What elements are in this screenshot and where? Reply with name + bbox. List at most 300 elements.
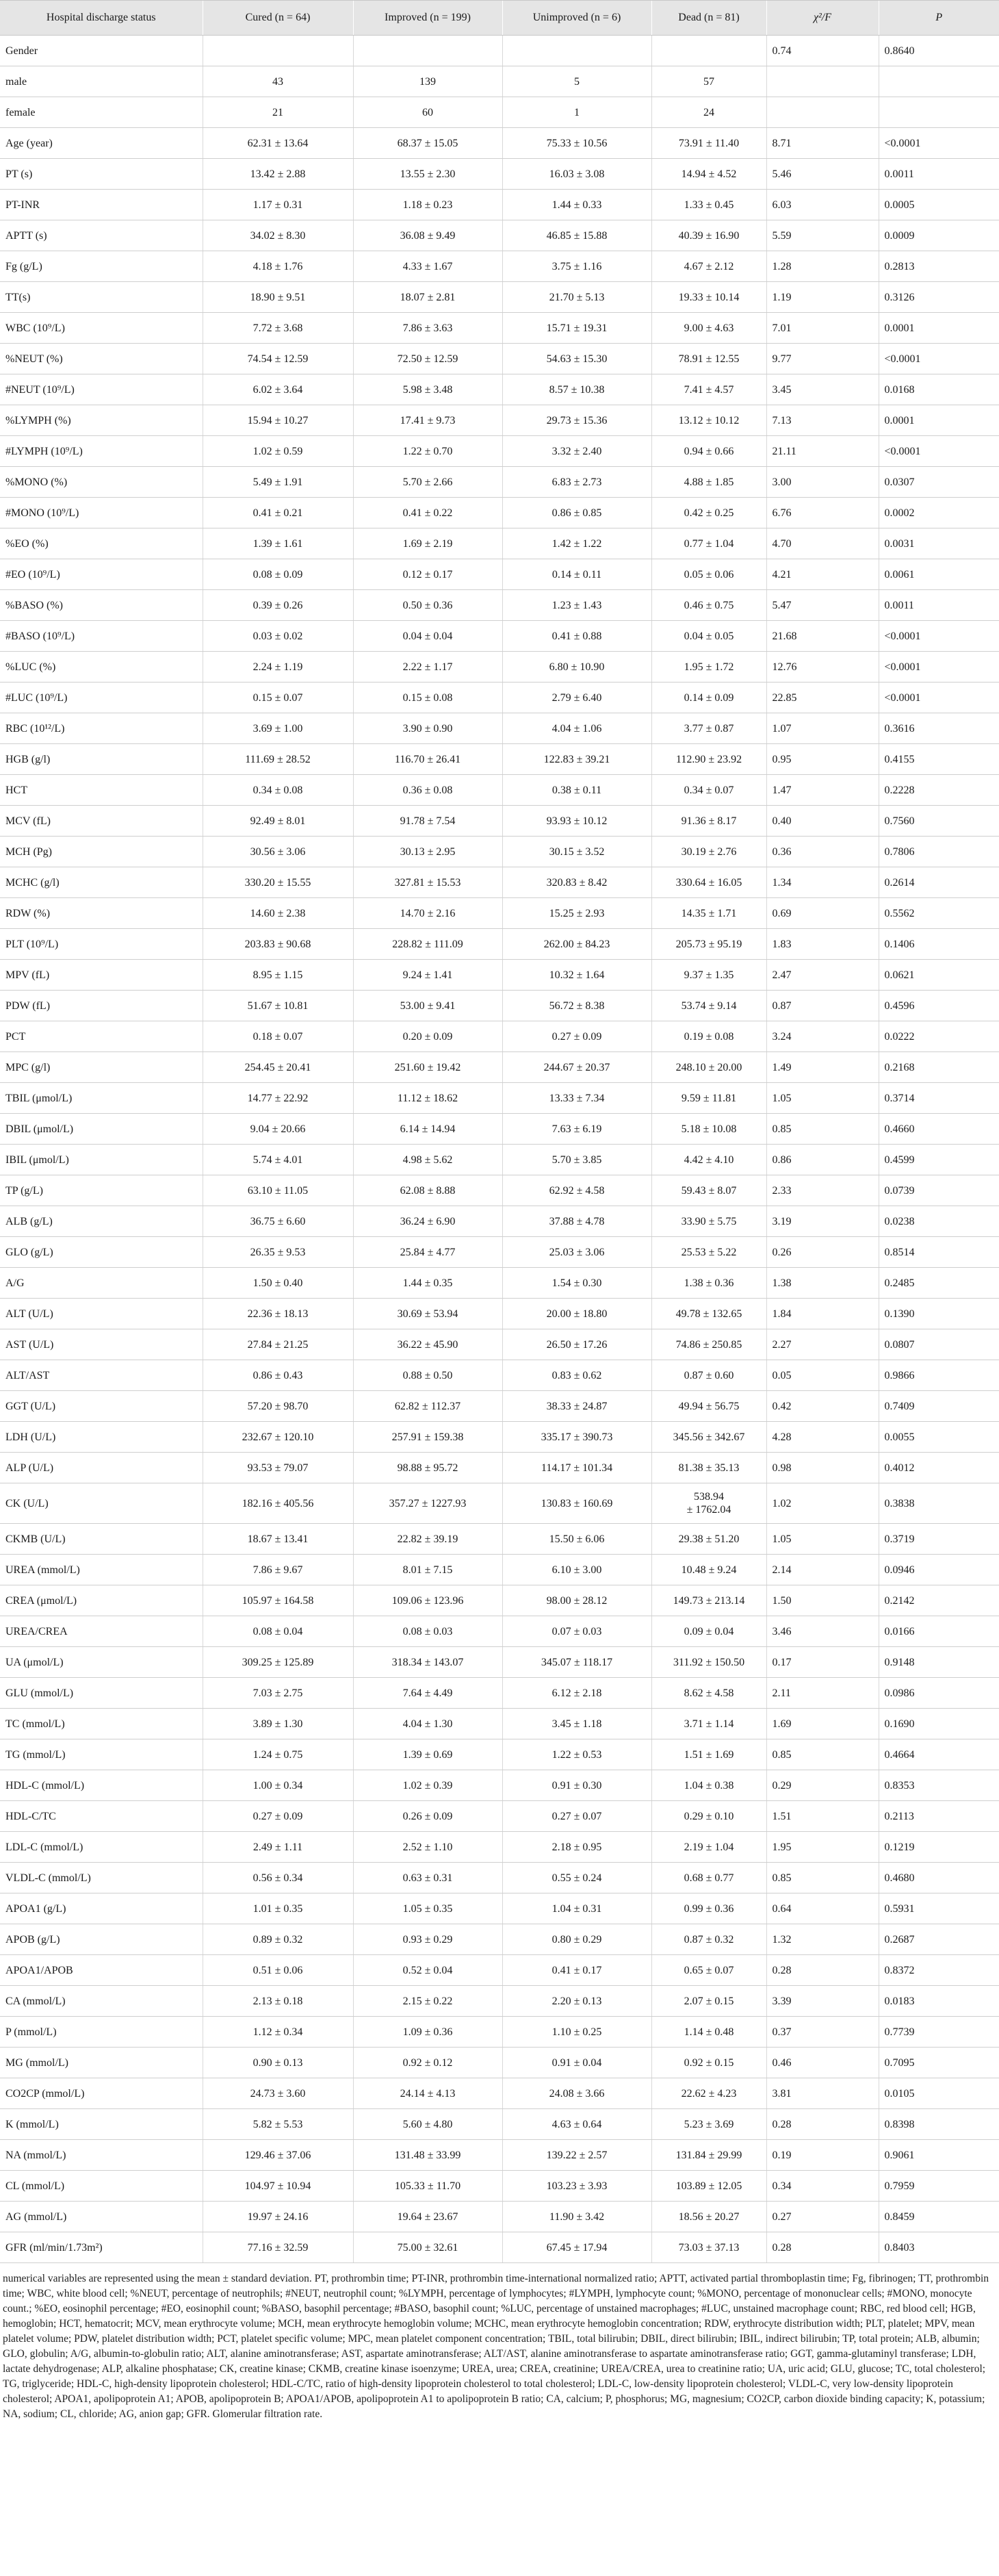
- improved-cell: 357.27 ± 1227.93: [353, 1483, 502, 1524]
- improved-cell: 62.82 ± 112.37: [353, 1391, 502, 1422]
- cured-cell: 0.34 ± 0.08: [203, 775, 353, 806]
- stat-cell: 0.85: [766, 1863, 879, 1893]
- unimproved-cell: 6.80 ± 10.90: [502, 652, 651, 683]
- stat-cell: 0.69: [766, 898, 879, 929]
- improved-cell: 131.48 ± 33.99: [353, 2140, 502, 2171]
- p-value-cell: 0.0061: [879, 559, 999, 590]
- p-value-cell: 0.8403: [879, 2232, 999, 2263]
- stat-cell: [766, 97, 879, 128]
- dead-cell: 0.65 ± 0.07: [651, 1955, 766, 1986]
- dead-cell: 3.77 ± 0.87: [651, 713, 766, 744]
- variable-cell: TG (mmol/L): [0, 1739, 203, 1770]
- dead-cell: 311.92 ± 150.50: [651, 1647, 766, 1678]
- table-row: [0, 498, 999, 528]
- stat-cell: 0.42: [766, 1391, 879, 1422]
- cured-cell: 62.31 ± 13.64: [203, 128, 353, 159]
- dead-cell: 0.04 ± 0.05: [651, 621, 766, 652]
- variable-cell: PLT (10⁹/L): [0, 929, 203, 960]
- unimproved-cell: 6.10 ± 3.00: [502, 1555, 651, 1585]
- variable-cell: GGT (U/L): [0, 1391, 203, 1422]
- table-row: [0, 1083, 999, 1114]
- table-row: [0, 374, 999, 405]
- dead-cell: [651, 36, 766, 66]
- dead-cell: 112.90 ± 23.92: [651, 744, 766, 775]
- table-footnote: numerical variables are represented using the mean ± standard deviation. PT, prothrombin time; PT-INR, prothrombin time-international normalized ratio; APTT, activated partial thromboplastin time; Fg, fibrinogen; TT, prothrombin time; WBC, white blood cell; %NEUT, percentage of neutrophils; #NEUT, neutrophil count; %LYMPH, percentage of lymphocytes; #LYMPH, lymphocyte count; %MONO, percentage of mononuclear cells; #MONO, monocyte count.; %EO, eosinophil percentage; #EO, eosinophil count; %BASO, basophil percentage; #BASO, basophil count; %LUC, percentage of unstained macrophages; #LUC, unstained macrophage count; RBC, red blood cell; HGB, hemoglobin; HCT, hematocrit; MCV, mean erythrocyte volume; MCH, mean erythrocyte hemoglobin volume; MCHC, mean erythrocyte hemoglobin concentration; RDW, erythrocyte distribution width; PLT, platelet; MPV, mean platelet volume; PDW, platelet distribution width; PCT, platelet specific volume; MPC, mean platelet component concentration; TBIL, total bilirubin; DBIL, direct bilirubin; IBIL, indirect bilirubin; TP, total protein; ALB, albumin; GLO, globulin; A/G, albumin-to-globulin ratio; ALT, alanine aminotransferase; AST, aspartate aminotransferase; ALT/AST, alanine aminotransferase to aspartate aminotransferase ratio; GGT, gamma-glutaminyl transferase; LDH, lactate dehydrogenase; ALP, alkaline phosphatase; CK, creatine kinase; CKMB, creatine kinase isoenzyme; UREA, urea; CREA, creatinine; UREA/CREA, urea to creatinine ratio; UA, uric acid; GLU, glucose; TC, total cholesterol; TG, triglyceride; HDL-C, high-density lipoprotein cholesterol; HDL-C/TC, ratio of high-density lipoprotein cholesterol to total cholesterol; LDL-C, low-density lipoprotein cholesterol; VLDL-C, very low-density lipoprotein cholesterol; APOA1, apolipoprotein A1; APOB, apolipoprotein B; APOA1/APOB, apolipoprotein A1 to apolipoprotein B ratio; CA, calcium; P, phosphorus; MG, magnesium; CO2CP, carbon dioxide binding capacity; K, potassium; NA, sodium; CL, chloride; AG, anion gap; GFR. Glomerular filtration rate.: [3, 2273, 989, 2420]
- improved-cell: 5.70 ± 2.66: [353, 467, 502, 498]
- stat-cell: 1.07: [766, 713, 879, 744]
- table-row: [0, 960, 999, 991]
- table-row: [0, 1770, 999, 1801]
- header-p: [879, 1, 999, 36]
- stat-cell: 0.28: [766, 2232, 879, 2263]
- variable-cell: TP (g/L): [0, 1175, 203, 1206]
- variable-cell: K (mmol/L): [0, 2109, 203, 2140]
- table-row: [0, 1268, 999, 1299]
- table-row: [0, 1647, 999, 1678]
- table-row: [0, 991, 999, 1021]
- dead-cell: 7.41 ± 4.57: [651, 374, 766, 405]
- table-row: [0, 1924, 999, 1955]
- improved-cell: 327.81 ± 15.53: [353, 867, 502, 898]
- unimproved-cell: 15.71 ± 19.31: [502, 313, 651, 344]
- table-row: [0, 806, 999, 837]
- stat-cell: 1.95: [766, 1832, 879, 1863]
- table-row: [0, 1175, 999, 1206]
- header-unimproved: Unimproved (n = 6): [502, 1, 651, 36]
- cured-cell: 63.10 ± 11.05: [203, 1175, 353, 1206]
- p-value-cell: <0.0001: [879, 436, 999, 467]
- dead-cell: 74.86 ± 250.85: [651, 1329, 766, 1360]
- p-value-cell: 0.0009: [879, 220, 999, 251]
- cured-cell: 3.69 ± 1.00: [203, 713, 353, 744]
- unimproved-cell: 0.27 ± 0.07: [502, 1801, 651, 1832]
- stat-cell: 12.76: [766, 652, 879, 683]
- variable-cell: female: [0, 97, 203, 128]
- dead-cell: 25.53 ± 5.22: [651, 1237, 766, 1268]
- stat-cell: 0.64: [766, 1893, 879, 1924]
- dead-cell: 0.14 ± 0.09: [651, 683, 766, 713]
- dead-cell: 538.94 ± 1762.04: [651, 1483, 766, 1524]
- dead-cell: 0.87 ± 0.60: [651, 1360, 766, 1391]
- improved-cell: 98.88 ± 95.72: [353, 1453, 502, 1483]
- p-value-cell: 0.8514: [879, 1237, 999, 1268]
- table-row: [0, 1052, 999, 1083]
- p-value-cell: <0.0001: [879, 683, 999, 713]
- table-row: [0, 1955, 999, 1986]
- p-value-cell: 0.4012: [879, 1453, 999, 1483]
- cured-cell: 0.90 ± 0.13: [203, 2048, 353, 2078]
- dead-cell: 0.68 ± 0.77: [651, 1863, 766, 1893]
- table-row: [0, 1832, 999, 1863]
- dead-cell: 19.33 ± 10.14: [651, 282, 766, 313]
- table-row: [0, 2202, 999, 2232]
- cured-cell: 2.13 ± 0.18: [203, 1986, 353, 2017]
- improved-cell: 4.98 ± 5.62: [353, 1145, 502, 1175]
- variable-cell: CKMB (U/L): [0, 1524, 203, 1555]
- dead-cell: 205.73 ± 95.19: [651, 929, 766, 960]
- variable-cell: MCHC (g/l): [0, 867, 203, 898]
- header-status: Hospital discharge status: [0, 1, 203, 36]
- cured-cell: 1.01 ± 0.35: [203, 1893, 353, 1924]
- improved-cell: 53.00 ± 9.41: [353, 991, 502, 1021]
- variable-cell: %MONO (%): [0, 467, 203, 498]
- dead-cell: 0.19 ± 0.08: [651, 1021, 766, 1052]
- improved-cell: 91.78 ± 7.54: [353, 806, 502, 837]
- p-value-cell: 0.0005: [879, 190, 999, 220]
- variable-cell: APOA1 (g/L): [0, 1893, 203, 1924]
- stat-cell: 2.27: [766, 1329, 879, 1360]
- stat-cell: 4.21: [766, 559, 879, 590]
- dead-cell: 8.62 ± 4.58: [651, 1678, 766, 1709]
- stat-cell: 0.46: [766, 2048, 879, 2078]
- dead-cell: 24: [651, 97, 766, 128]
- dead-cell: 78.91 ± 12.55: [651, 344, 766, 374]
- unimproved-cell: 0.91 ± 0.04: [502, 2048, 651, 2078]
- dead-cell: 30.19 ± 2.76: [651, 837, 766, 867]
- improved-cell: 0.92 ± 0.12: [353, 2048, 502, 2078]
- table-row: [0, 1986, 999, 2017]
- variable-cell: MCV (fL): [0, 806, 203, 837]
- dead-cell: 10.48 ± 9.24: [651, 1555, 766, 1585]
- unimproved-cell: 62.92 ± 4.58: [502, 1175, 651, 1206]
- cured-cell: 22.36 ± 18.13: [203, 1299, 353, 1329]
- table-row: [0, 1114, 999, 1145]
- cured-cell: 7.72 ± 3.68: [203, 313, 353, 344]
- dead-cell: 91.36 ± 8.17: [651, 806, 766, 837]
- unimproved-cell: 0.83 ± 0.62: [502, 1360, 651, 1391]
- stat-cell: 0.29: [766, 1770, 879, 1801]
- unimproved-cell: 0.41 ± 0.88: [502, 621, 651, 652]
- stat-cell: 2.11: [766, 1678, 879, 1709]
- stat-cell: 4.28: [766, 1422, 879, 1453]
- variable-cell: NA (mmol/L): [0, 2140, 203, 2171]
- unimproved-cell: 46.85 ± 15.88: [502, 220, 651, 251]
- variable-cell: MPV (fL): [0, 960, 203, 991]
- improved-cell: 8.01 ± 7.15: [353, 1555, 502, 1585]
- p-value-cell: 0.0986: [879, 1678, 999, 1709]
- improved-cell: 1.02 ± 0.39: [353, 1770, 502, 1801]
- table-row: [0, 190, 999, 220]
- unimproved-cell: 262.00 ± 84.23: [502, 929, 651, 960]
- variable-cell: CO2CP (mmol/L): [0, 2078, 203, 2109]
- table-row: [0, 128, 999, 159]
- dead-cell: 2.07 ± 0.15: [651, 1986, 766, 2017]
- stat-cell: 3.46: [766, 1616, 879, 1647]
- improved-cell: 0.88 ± 0.50: [353, 1360, 502, 1391]
- stat-cell: 0.27: [766, 2202, 879, 2232]
- table-row: [0, 220, 999, 251]
- improved-cell: 139: [353, 66, 502, 97]
- variable-cell: CL (mmol/L): [0, 2171, 203, 2202]
- header-improved: Improved (n = 199): [353, 1, 502, 36]
- variable-cell: DBIL (μmol/L): [0, 1114, 203, 1145]
- unimproved-cell: 1.22 ± 0.53: [502, 1739, 651, 1770]
- variable-cell: PT-INR: [0, 190, 203, 220]
- table-row: [0, 1555, 999, 1585]
- unimproved-cell: 103.23 ± 3.93: [502, 2171, 651, 2202]
- improved-cell: 36.24 ± 6.90: [353, 1206, 502, 1237]
- table-row: [0, 282, 999, 313]
- variable-cell: CA (mmol/L): [0, 1986, 203, 2017]
- cured-cell: 26.35 ± 9.53: [203, 1237, 353, 1268]
- stat-cell: 1.47: [766, 775, 879, 806]
- unimproved-cell: 0.86 ± 0.85: [502, 498, 651, 528]
- unimproved-cell: 139.22 ± 2.57: [502, 2140, 651, 2171]
- table-row: [0, 559, 999, 590]
- dead-cell: 0.05 ± 0.06: [651, 559, 766, 590]
- stat-cell: 8.71: [766, 128, 879, 159]
- table-row: [0, 313, 999, 344]
- table-row: [0, 683, 999, 713]
- cured-cell: 7.03 ± 2.75: [203, 1678, 353, 1709]
- dead-cell: 73.91 ± 11.40: [651, 128, 766, 159]
- table-row: [0, 467, 999, 498]
- dead-cell: 0.34 ± 0.07: [651, 775, 766, 806]
- p-value-cell: 0.0011: [879, 159, 999, 190]
- stat-cell: 3.81: [766, 2078, 879, 2109]
- variable-cell: Age (year): [0, 128, 203, 159]
- cured-cell: 309.25 ± 125.89: [203, 1647, 353, 1678]
- variable-cell: APOA1/APOB: [0, 1955, 203, 1986]
- cured-cell: 51.67 ± 10.81: [203, 991, 353, 1021]
- p-value-cell: 0.0946: [879, 1555, 999, 1585]
- p-value-cell: 0.9866: [879, 1360, 999, 1391]
- unimproved-cell: 5: [502, 66, 651, 97]
- improved-cell: 36.22 ± 45.90: [353, 1329, 502, 1360]
- unimproved-cell: 75.33 ± 10.56: [502, 128, 651, 159]
- unimproved-cell: 6.83 ± 2.73: [502, 467, 651, 498]
- cured-cell: 0.41 ± 0.21: [203, 498, 353, 528]
- p-value-cell: 0.4660: [879, 1114, 999, 1145]
- dead-cell: 59.43 ± 8.07: [651, 1175, 766, 1206]
- p-value-cell: <0.0001: [879, 344, 999, 374]
- unimproved-cell: 6.12 ± 2.18: [502, 1678, 651, 1709]
- table-row: [0, 1021, 999, 1052]
- table-row: [0, 898, 999, 929]
- unimproved-cell: 37.88 ± 4.78: [502, 1206, 651, 1237]
- dead-cell: 0.46 ± 0.75: [651, 590, 766, 621]
- table-row: [0, 251, 999, 282]
- cured-cell: 4.18 ± 1.76: [203, 251, 353, 282]
- variable-cell: MCH (Pg): [0, 837, 203, 867]
- p-value-cell: 0.2168: [879, 1052, 999, 1083]
- variable-cell: VLDL-C (mmol/L): [0, 1863, 203, 1893]
- cured-cell: 77.16 ± 32.59: [203, 2232, 353, 2263]
- unimproved-cell: 1.44 ± 0.33: [502, 190, 651, 220]
- cured-cell: 0.56 ± 0.34: [203, 1863, 353, 1893]
- p-value-cell: 0.7409: [879, 1391, 999, 1422]
- cured-cell: 0.89 ± 0.32: [203, 1924, 353, 1955]
- table-row: [0, 1863, 999, 1893]
- cured-cell: 1.39 ± 1.61: [203, 528, 353, 559]
- table-row: [0, 1893, 999, 1924]
- table-row: [0, 1678, 999, 1709]
- table-row: [0, 66, 999, 97]
- improved-cell: 318.34 ± 143.07: [353, 1647, 502, 1678]
- unimproved-cell: 335.17 ± 390.73: [502, 1422, 651, 1453]
- dead-cell: 0.87 ± 0.32: [651, 1924, 766, 1955]
- dead-cell: 3.71 ± 1.14: [651, 1709, 766, 1739]
- p-value-cell: 0.8640: [879, 36, 999, 66]
- cured-cell: 5.49 ± 1.91: [203, 467, 353, 498]
- stat-cell: 3.24: [766, 1021, 879, 1052]
- cured-cell: 232.67 ± 120.10: [203, 1422, 353, 1453]
- stat-cell: 1.28: [766, 251, 879, 282]
- cured-cell: 0.51 ± 0.06: [203, 1955, 353, 1986]
- p-value-cell: 0.0739: [879, 1175, 999, 1206]
- stat-cell: 1.05: [766, 1083, 879, 1114]
- improved-cell: 9.24 ± 1.41: [353, 960, 502, 991]
- stat-cell: 3.19: [766, 1206, 879, 1237]
- table-row: [0, 1237, 999, 1268]
- dead-cell: 0.94 ± 0.66: [651, 436, 766, 467]
- improved-cell: 0.36 ± 0.08: [353, 775, 502, 806]
- p-value-cell: 0.8398: [879, 2109, 999, 2140]
- cured-cell: 105.97 ± 164.58: [203, 1585, 353, 1616]
- variable-cell: IBIL (μmol/L): [0, 1145, 203, 1175]
- p-value-cell: 0.9061: [879, 2140, 999, 2171]
- unimproved-cell: 122.83 ± 39.21: [502, 744, 651, 775]
- improved-cell: 22.82 ± 39.19: [353, 1524, 502, 1555]
- cured-cell: 104.97 ± 10.94: [203, 2171, 353, 2202]
- stat-cell: 0.40: [766, 806, 879, 837]
- stat-cell: 1.02: [766, 1483, 879, 1524]
- stat-cell: 0.19: [766, 2140, 879, 2171]
- dead-cell: 1.95 ± 1.72: [651, 652, 766, 683]
- unimproved-cell: 16.03 ± 3.08: [502, 159, 651, 190]
- p-value-cell: <0.0001: [879, 621, 999, 652]
- variable-cell: AG (mmol/L): [0, 2202, 203, 2232]
- improved-cell: 109.06 ± 123.96: [353, 1585, 502, 1616]
- dead-cell: 9.59 ± 11.81: [651, 1083, 766, 1114]
- stat-cell: 0.26: [766, 1237, 879, 1268]
- table-row: [0, 2078, 999, 2109]
- improved-cell: 0.41 ± 0.22: [353, 498, 502, 528]
- dead-cell: 49.94 ± 56.75: [651, 1391, 766, 1422]
- improved-cell: 0.93 ± 0.29: [353, 1924, 502, 1955]
- unimproved-cell: 29.73 ± 15.36: [502, 405, 651, 436]
- table-row: [0, 713, 999, 744]
- table-row: [0, 2140, 999, 2171]
- variable-cell: GFR (ml/min/1.73m²): [0, 2232, 203, 2263]
- variable-cell: #BASO (10⁹/L): [0, 621, 203, 652]
- improved-cell: 75.00 ± 32.61: [353, 2232, 502, 2263]
- stat-cell: 5.47: [766, 590, 879, 621]
- dead-cell: 4.67 ± 2.12: [651, 251, 766, 282]
- improved-cell: 1.22 ± 0.70: [353, 436, 502, 467]
- stat-cell: 3.39: [766, 1986, 879, 2017]
- dead-cell: 345.56 ± 342.67: [651, 1422, 766, 1453]
- improved-cell: 1.09 ± 0.36: [353, 2017, 502, 2048]
- dead-cell: 29.38 ± 51.20: [651, 1524, 766, 1555]
- p-value-cell: 0.0222: [879, 1021, 999, 1052]
- p-value-cell: 0.2113: [879, 1801, 999, 1832]
- dead-cell: 149.73 ± 213.14: [651, 1585, 766, 1616]
- unimproved-cell: 345.07 ± 118.17: [502, 1647, 651, 1678]
- dead-cell: 330.64 ± 16.05: [651, 867, 766, 898]
- stat-cell: 1.34: [766, 867, 879, 898]
- cured-cell: 0.15 ± 0.07: [203, 683, 353, 713]
- unimproved-cell: 0.91 ± 0.30: [502, 1770, 651, 1801]
- p-value-cell: 0.0055: [879, 1422, 999, 1453]
- cured-cell: 0.08 ± 0.04: [203, 1616, 353, 1647]
- stat-cell: 0.98: [766, 1453, 879, 1483]
- table-row: [0, 2017, 999, 2048]
- cured-cell: 36.75 ± 6.60: [203, 1206, 353, 1237]
- table-row: [0, 405, 999, 436]
- improved-cell: 0.63 ± 0.31: [353, 1863, 502, 1893]
- cured-cell: 111.69 ± 28.52: [203, 744, 353, 775]
- dead-cell: 57: [651, 66, 766, 97]
- stat-cell: 0.86: [766, 1145, 879, 1175]
- unimproved-cell: 0.41 ± 0.17: [502, 1955, 651, 1986]
- p-value-cell: [879, 66, 999, 97]
- unimproved-cell: 0.80 ± 0.29: [502, 1924, 651, 1955]
- stat-cell: 4.70: [766, 528, 879, 559]
- variable-cell: PCT: [0, 1021, 203, 1052]
- improved-cell: 62.08 ± 8.88: [353, 1175, 502, 1206]
- cured-cell: 0.39 ± 0.26: [203, 590, 353, 621]
- p-value-cell: 0.0307: [879, 467, 999, 498]
- unimproved-cell: [502, 36, 651, 66]
- table-row: [0, 2048, 999, 2078]
- unimproved-cell: 1.10 ± 0.25: [502, 2017, 651, 2048]
- cured-cell: [203, 36, 353, 66]
- p-value-cell: 0.4599: [879, 1145, 999, 1175]
- unimproved-cell: 0.27 ± 0.09: [502, 1021, 651, 1052]
- improved-cell: 30.13 ± 2.95: [353, 837, 502, 867]
- variable-cell: ALT (U/L): [0, 1299, 203, 1329]
- improved-cell: 14.70 ± 2.16: [353, 898, 502, 929]
- variable-cell: #NEUT (10⁹/L): [0, 374, 203, 405]
- variable-cell: APOB (g/L): [0, 1924, 203, 1955]
- unimproved-cell: 30.15 ± 3.52: [502, 837, 651, 867]
- stat-cell: 0.34: [766, 2171, 879, 2202]
- p-value-cell: 0.2228: [879, 775, 999, 806]
- unimproved-cell: 244.67 ± 20.37: [502, 1052, 651, 1083]
- unimproved-cell: 7.63 ± 6.19: [502, 1114, 651, 1145]
- dead-cell: 5.23 ± 3.69: [651, 2109, 766, 2140]
- p-value-cell: 0.3719: [879, 1524, 999, 1555]
- cured-cell: 9.04 ± 20.66: [203, 1114, 353, 1145]
- variable-cell: HDL-C (mmol/L): [0, 1770, 203, 1801]
- stat-cell: 0.85: [766, 1114, 879, 1145]
- improved-cell: 7.64 ± 4.49: [353, 1678, 502, 1709]
- improved-cell: 24.14 ± 4.13: [353, 2078, 502, 2109]
- p-value-cell: 0.1690: [879, 1709, 999, 1739]
- dead-cell: 81.38 ± 35.13: [651, 1453, 766, 1483]
- improved-cell: 0.04 ± 0.04: [353, 621, 502, 652]
- p-value-cell: 0.1406: [879, 929, 999, 960]
- variable-cell: A/G: [0, 1268, 203, 1299]
- cured-cell: 203.83 ± 90.68: [203, 929, 353, 960]
- table-header: [0, 1, 999, 36]
- improved-cell: 11.12 ± 18.62: [353, 1083, 502, 1114]
- stat-cell: 3.45: [766, 374, 879, 405]
- table-row: [0, 775, 999, 806]
- unimproved-cell: 20.00 ± 18.80: [502, 1299, 651, 1329]
- improved-cell: 116.70 ± 26.41: [353, 744, 502, 775]
- improved-cell: 1.18 ± 0.23: [353, 190, 502, 220]
- variable-cell: HCT: [0, 775, 203, 806]
- improved-cell: 4.04 ± 1.30: [353, 1709, 502, 1739]
- cured-cell: 1.24 ± 0.75: [203, 1739, 353, 1770]
- unimproved-cell: 54.63 ± 15.30: [502, 344, 651, 374]
- dead-cell: 22.62 ± 4.23: [651, 2078, 766, 2109]
- p-value-cell: 0.7560: [879, 806, 999, 837]
- improved-cell: 1.05 ± 0.35: [353, 1893, 502, 1924]
- variable-cell: GLU (mmol/L): [0, 1678, 203, 1709]
